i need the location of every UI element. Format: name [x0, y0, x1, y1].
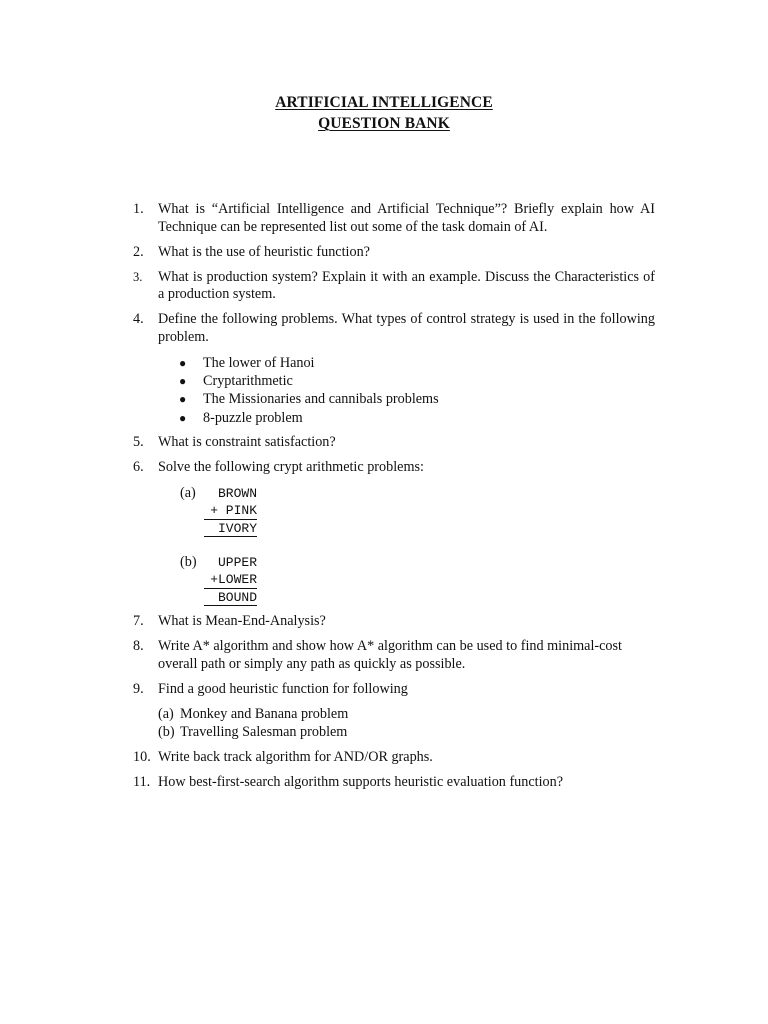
question-10	[133, 749, 655, 767]
question-number: 3.	[133, 269, 143, 284]
bullet-icon: ●	[179, 410, 187, 425]
question-list	[133, 201, 655, 799]
title-line-1: ARTIFICIAL INTELLIGENCE	[275, 94, 493, 111]
bullet-icon: ●	[179, 392, 187, 407]
problem-bullet-list	[158, 354, 655, 427]
list-item: (a) Monkey and Banana problem	[158, 706, 349, 723]
crypt-problem-b	[180, 554, 655, 606]
question-number: 5.	[133, 434, 144, 451]
list-item: (b) Travelling Salesman problem	[158, 723, 348, 740]
question-6	[133, 459, 655, 606]
question-9	[133, 681, 655, 742]
list-item: ● 8-puzzle problem	[179, 409, 303, 426]
question-text: What is production system? Explain it with an example. Discuss the Characteristics of a production system.	[158, 268, 655, 302]
crypt-operand-2: +LOWER	[204, 571, 257, 589]
question-text: What is Mean-End-Analysis?	[158, 613, 326, 630]
question-number: 11.	[133, 773, 151, 790]
question-number: 1.	[133, 201, 144, 217]
question-text: How best-first-search algorithm supports heuristic evaluation function?	[158, 773, 564, 790]
question-text: What is “Artificial Intelligence and Artificial Technique”? Briefly explain how AI Technique can be represented list out some of the task domain of AI.	[158, 201, 655, 235]
heuristic-problem-list	[158, 706, 655, 741]
cryptarithmetic-problems	[180, 485, 655, 606]
crypt-problem-a	[180, 485, 655, 537]
question-3	[133, 269, 655, 304]
question-text: What is the use of heuristic function?	[158, 243, 370, 260]
question-text: Define the following problems. What types of control strategy is used in the following problem.	[158, 311, 655, 345]
question-text: Solve the following crypt arithmetic problems:	[158, 459, 424, 476]
crypt-operand-1: BROWN	[217, 485, 257, 501]
question-text: What is constraint satisfaction?	[158, 434, 336, 451]
crypt-problem-label: (b)	[180, 553, 197, 570]
list-item: ● Cryptarithmetic	[179, 373, 293, 390]
question-number: 9.	[133, 680, 144, 697]
crypt-problem-label: (a)	[180, 484, 196, 501]
crypt-operand-1: UPPER	[217, 554, 257, 570]
question-text: Write A* algorithm and show how A* algorithm can be used to find minimal-cost overall path or simply any path as quickly as possible.	[158, 638, 622, 672]
question-number: 6.	[133, 459, 144, 476]
crypt-operand-2: + PINK	[204, 502, 257, 520]
crypt-result: IVORY	[204, 520, 257, 538]
bullet-icon: ●	[179, 356, 187, 370]
document-title	[0, 92, 768, 134]
list-item: ● The lower of Hanoi	[179, 355, 315, 371]
question-2	[133, 244, 655, 262]
question-11	[133, 774, 655, 792]
title-line-2: QUESTION BANK	[318, 115, 450, 132]
question-number: 8.	[133, 638, 144, 655]
question-8	[133, 638, 655, 673]
question-number: 4.	[133, 311, 144, 327]
question-number: 7.	[133, 613, 144, 630]
question-5	[133, 434, 655, 452]
bullet-icon: ●	[179, 374, 187, 389]
question-text: Write back track algorithm for AND/OR graphs.	[158, 748, 433, 765]
list-item: ● The Missionaries and cannibals problems	[179, 391, 439, 408]
question-4	[133, 311, 655, 427]
question-7	[133, 613, 655, 631]
question-1	[133, 201, 655, 236]
question-number: 2.	[133, 243, 144, 260]
question-text: Find a good heuristic function for following	[158, 680, 408, 697]
crypt-result: BOUND	[204, 589, 257, 607]
question-number: 10.	[133, 748, 151, 765]
